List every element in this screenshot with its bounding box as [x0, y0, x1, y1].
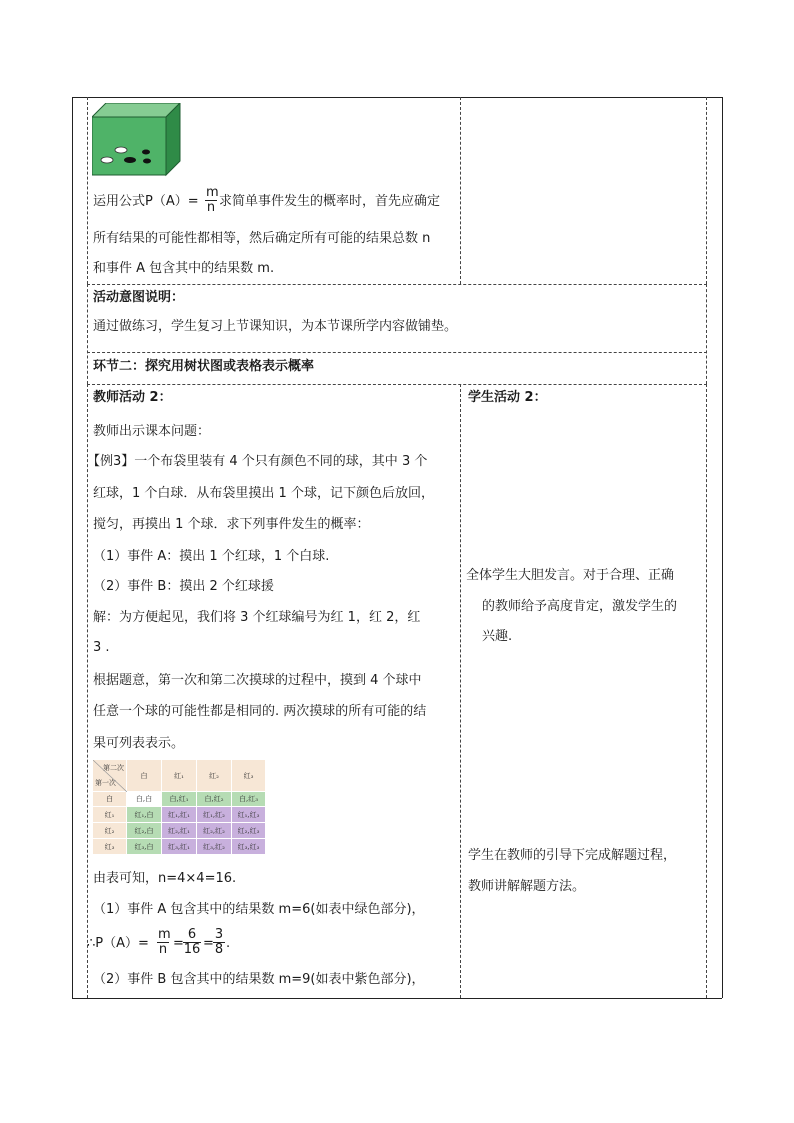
- table-left-border: [72, 97, 73, 998]
- table-cell: 红₂,红₁: [162, 823, 197, 839]
- fraction-denominator: n: [158, 942, 168, 957]
- fraction-3-over-8: [213, 928, 225, 957]
- table-cell: 白,白: [127, 792, 162, 807]
- table-cell: 红₁,红₁: [162, 807, 197, 823]
- cube-front-face: [92, 117, 166, 175]
- table-cell: 红₃,白: [127, 839, 162, 855]
- student-text: 全体学生大胆发言。对于合理、正确: [466, 568, 675, 583]
- inner-right-dash: [706, 97, 707, 284]
- formula-prefix: 运用公式P（A）=: [93, 194, 199, 209]
- teacher-after-line: （1）事件 A 包含其中的结果数 m=6(如表中绿色部分)，: [93, 902, 425, 917]
- white-ball-icon: [115, 147, 127, 153]
- fraction-numerator: m: [158, 927, 171, 942]
- equals-sign: =: [173, 936, 184, 951]
- corner-label-second: 第二次: [103, 764, 124, 772]
- row-divider-3: [87, 384, 707, 385]
- teacher-line: 3 .: [93, 640, 110, 655]
- teacher-last-line: （2）事件 B 包含其中的结果数 m=9(如表中紫色部分)，: [93, 972, 425, 987]
- table-cell: 红₃,红₃: [232, 839, 266, 855]
- intent-text: 通过做练习，学生复习上节课知识，为本节课所学内容做铺垫。: [93, 319, 458, 334]
- row-divider-1: [87, 284, 707, 285]
- cube-top-face: [92, 103, 180, 117]
- inner-left-dash: [87, 97, 88, 284]
- student-text: 学生在教师的引导下完成解题过程，: [468, 848, 677, 863]
- table-corner-cell: [93, 760, 127, 792]
- column-divider-dash-2: [460, 384, 461, 998]
- black-ball-icon: [124, 157, 136, 163]
- column-divider-dash: [460, 97, 461, 284]
- fraction-numerator: m: [206, 185, 219, 200]
- fraction-denominator: n: [206, 200, 216, 215]
- row1-line3: 和事件 A 包含其中的结果数 m.: [93, 261, 275, 276]
- table-cell: 红₁,红₃: [232, 807, 266, 823]
- teacher-line: （1）事件 A：摸出 1 个红球，1 个白球.: [93, 549, 330, 564]
- teacher-line: 教师出示课本问题：: [93, 424, 211, 439]
- black-ball-icon: [143, 159, 151, 164]
- fraction-m-over-n: [157, 928, 169, 957]
- teacher-line: 解：为方便起见，我们将 3 个红球编号为红 1，红 2，红: [93, 610, 421, 625]
- probability-prefix: ∴P（A）=: [87, 936, 149, 951]
- table-cell: 白,红₁: [162, 792, 197, 807]
- row-divider-2: [87, 352, 707, 353]
- outcome-table: [93, 760, 266, 855]
- inner-left-dash-2: [87, 284, 88, 384]
- teacher-line: 任意一个球的可能性都是相同的. 两次摸球的所有可能的结: [93, 704, 427, 719]
- table-cell: 白,红₂: [197, 792, 232, 807]
- equals-sign: =: [203, 936, 214, 951]
- table-header-cell: 红₃: [232, 760, 266, 792]
- teacher-activity-title: 教师活动 2：: [93, 390, 172, 405]
- table-bottom-border: [72, 998, 722, 999]
- student-activity-title: 学生活动 2：: [468, 390, 547, 405]
- inner-left-dash-3: [87, 384, 88, 998]
- fraction-6-over-16: [183, 928, 201, 957]
- corner-label-first: 第一次: [95, 779, 116, 787]
- teacher-line: 根据题意，第一次和第二次摸球的过程中，摸到 4 个球中: [93, 673, 422, 688]
- table-cell: 红₃,红₁: [162, 839, 197, 855]
- fraction-numerator: 6: [183, 928, 201, 943]
- table-row-label: 白: [93, 792, 127, 807]
- teacher-line: 搅匀，再摸出 1 个球．求下列事件发生的概率：: [93, 517, 370, 532]
- table-row-label: 红₃: [93, 839, 127, 855]
- section2-title: 环节二：探究用树状图或表格表示概率: [93, 359, 315, 374]
- table-cell: 红₂,红₂: [197, 823, 232, 839]
- teacher-line: （2）事件 B：摸出 2 个红球援: [93, 579, 274, 594]
- row1-line2: 所有结果的可能性都相等，然后确定所有可能的结果总数 n: [93, 231, 431, 246]
- fraction-m-over-n: [205, 186, 217, 215]
- table-cell: 红₂,白: [127, 823, 162, 839]
- corner-diagonal: [93, 760, 127, 792]
- teacher-after-line: 由表可知，n=4×4=16.: [93, 871, 237, 886]
- white-ball-icon: [101, 157, 113, 163]
- table-cell: 白,红₃: [232, 792, 266, 807]
- table-header-cell: 红₁: [162, 760, 197, 792]
- fraction-numerator: 3: [214, 927, 224, 942]
- black-ball-icon: [142, 150, 150, 155]
- table-top-border: [72, 97, 722, 98]
- table-cell: 红₁,红₂: [197, 807, 232, 823]
- period: .: [226, 936, 231, 951]
- formula-suffix: 求简单事件发生的概率时，首先应确定: [219, 194, 441, 209]
- student-text: 教师讲解解题方法。: [468, 879, 586, 894]
- student-text: 的教师给予高度肯定，激发学生的: [482, 599, 678, 614]
- fraction-denominator: 8: [214, 942, 224, 957]
- student-text: 兴趣.: [482, 629, 513, 644]
- table-row-label: 红₂: [93, 823, 127, 839]
- intent-title: 活动意图说明：: [93, 290, 185, 305]
- inner-right-dash-2: [706, 284, 707, 384]
- teacher-line: 果可列表表示。: [93, 736, 185, 751]
- table-row-label: 红₁: [93, 807, 127, 823]
- table-header-cell: 红₂: [197, 760, 232, 792]
- fraction-denominator: 16: [183, 942, 201, 957]
- inner-right-dash-3: [706, 384, 707, 998]
- table-cell: 红₃,红₂: [197, 839, 232, 855]
- teacher-line: 红球，1 个白球．从布袋里摸出 1 个球，记下颜色后放回，: [93, 486, 434, 501]
- teacher-line: 【例3】一个布袋里装有 4 个只有颜色不同的球，其中 3 个: [87, 454, 428, 469]
- table-cell: 红₂,红₃: [232, 823, 266, 839]
- green-box-illustration: [92, 103, 184, 177]
- table-right-border: [722, 97, 723, 998]
- table-cell: 红₁,白: [127, 807, 162, 823]
- table-header-cell: 白: [127, 760, 162, 792]
